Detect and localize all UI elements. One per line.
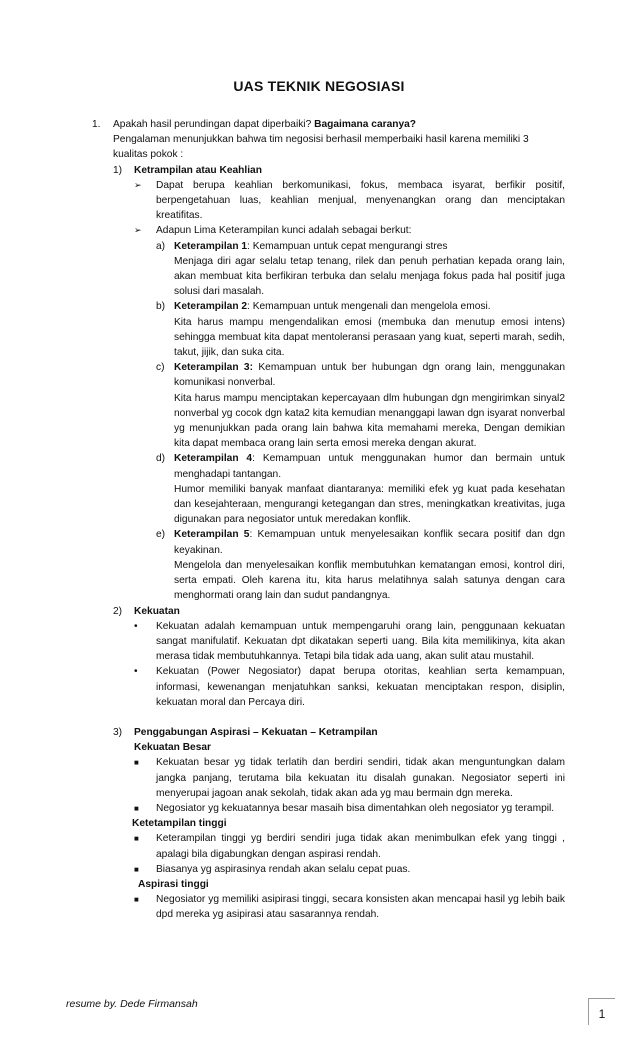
sub-heading-kekuatan-besar: Kekuatan Besar: [134, 742, 212, 754]
square-bullet-icon: ■: [134, 895, 139, 905]
skill-item-d: d) Keterampilan 4: Kemampuan untuk menggunakan humor dan bermain untuk menghadapi tantangan.: [156, 453, 566, 480]
footer-credit: resume by. Dede Firmansah: [66, 998, 198, 1010]
section-2-bullet: • Kekuatan (Power Negosiator) dapat berupa otoritas, keahlian serta kemampuan, informasi, kewenangan menjatuhkan sanksi, kekuatan menciptakan respon, disiplin, kekuatan moral dan Percaya diri.: [134, 664, 565, 710]
sub-bullet: ■ Kekuatan besar yg tidak terlatih dan berdiri sendiri, tidak akan menguntungkan dalam jangka panjang, terutama bila kekuatan itu disalah gunakan. Negosiator seperti ini menyerupai jagoan anak sekolah, tidak akan ada yg mau bermain dgn mereka.: [134, 755, 565, 801]
sub-heading-aspirasi: Aspirasi tinggi: [138, 878, 209, 890]
skill-desc-b: Kita harus mampu mengendalikan emosi (membuka dan menutup emosi intens) sehingga membuat kita dapat mentoleransi perasaan yang kuat, seperti marah, sedih, takut, jijik, dan suka cita.: [174, 316, 565, 359]
skill-desc-c: Kita harus mampu menciptakan kepercayaan dlm hubungan dgn mengirimkan sinyal2 nonverbal yg cocok dgn kata2 kita kemudian menanggapi lawan dgn isyarat nonverbal yg menunjukkan pada orang lain bahwa kita memahami mereka, Dengan demikian kita dapat membaca orang lain serta emosi mereka dengan akurat.: [174, 392, 565, 450]
document-title: UAS TEKNIK NEGOSIASI: [233, 78, 405, 94]
skill-desc-a: Menjaga diri agar selalu tetap tenang, rilek dan penuh perhatian kepada orang lain, akan membuat kita berfikiran terbuka dan selalu menjaga fokus pada hal positif juga solusi dari masalah.: [174, 255, 565, 298]
section-2-heading: Kekuatan: [134, 605, 180, 617]
question-intro: Pengalaman menunjukkan bahwa tim negosisi berhasil memperbaiki hasil karena memiliki 3 kualitas pokok :: [113, 134, 529, 161]
page-number: 1: [598, 1007, 606, 1021]
document-body: [92, 117, 565, 923]
square-bullet-icon: ■: [134, 834, 139, 844]
skill-item-a: a) Keterampilan 1: Kemampuan untuk cepat mengurangi stres: [156, 240, 448, 252]
section-1: [113, 163, 565, 604]
question-bold: Bagaimana caranya?: [314, 119, 417, 130]
square-bullet-icon: ■: [134, 864, 139, 874]
section-3-heading: Penggabungan Aspirasi – Kekuatan – Ketrampilan: [134, 726, 378, 738]
skill-desc-e: Mengelola dan menyelesaikan konflik membutuhkan kematangan emosi, kontrol diri, serta empati. Oleh karena itu, kita harus melatihnya salah satunya dengan cara menghormati orang lain dan sudut pandangnya.: [174, 559, 565, 602]
bullet-icon: •: [134, 666, 138, 678]
section-1-heading: Ketrampilan atau Keahlian: [134, 164, 262, 176]
section-2-number: 2): [113, 605, 123, 617]
sub-heading-ketetampilan: Ketetampilan tinggi: [132, 818, 227, 830]
arrow-icon: ➢: [134, 225, 142, 236]
skill-item-b: b) Keterampilan 2: Kemampuan untuk mengenali dan mengelola emosi.: [156, 301, 491, 313]
skill-item-c: c) Keterampilan 3: Kemampuan untuk ber hubungan dgn orang lain, menggunakan komunikasi nonverbal.: [156, 362, 565, 389]
arrow-icon: ➢: [134, 179, 142, 190]
question-number: 1.: [92, 119, 101, 130]
section-2-bullet: • Kekuatan adalah kemampuan untuk mempengaruhi orang lain, penggunaan kekuatan sangat manifulatif. Kekuatan dpt dikatakan seperti uang. Bila kita memilikinya, kita akan merasa tidak membutuhkannya. Tetapi bila tidak ada uang, akan sulit atau mustahil.: [134, 619, 565, 665]
sub-bullet: ■ Keterampilan tinggi yg berdiri sendiri juga tidak akan menimbulkan efek yang tinggi , apalagi bila digabungkan dengan aspirasi rendah.: [134, 831, 565, 861]
question-text: Apakah hasil perundingan dapat diperbaiki?: [113, 119, 312, 130]
sub-bullet: ■ Negosiator yg kekuatannya besar masaih bisa dimentahkan oleh negosiator yg terampil.: [134, 801, 565, 816]
section-3: [113, 725, 565, 923]
skill-desc-d: Humor memiliki banyak manfaat diantaranya: memiliki efek yg kuat pada kesehatan dan kesejahteraan, mengurangi ketegangan dan stres, meningkatkan kreativitas, juga digunakan para negosiator untuk meredakan konflik.: [174, 483, 565, 526]
sub-bullet: ■ Negosiator yg memiliki asipirasi tinggi, secara konsisten akan mencapai hasil yg lebih baik dpd mereka yg asipirasi atau sasarannya rendah.: [134, 892, 565, 922]
section-3-number: 3): [113, 726, 123, 738]
square-bullet-icon: ■: [134, 803, 139, 813]
skill-item-e: e) Keterampilan 5: Kemampuan untuk menyelesaikan konflik secara positif dan dgn keyakinan.: [156, 529, 565, 556]
question-1: [92, 117, 565, 132]
section-2: [113, 604, 565, 710]
skills-list: [156, 239, 565, 604]
sub-bullet: ■ Biasanya yg aspirasinya rendah akan selalu cepat puas.: [134, 862, 565, 877]
section-1-number: 1): [113, 164, 123, 176]
section-1-arrow-item: ➢ Dapat berupa keahlian berkomunikasi, fokus, membaca isyarat, berfikir positif, berpengetahuan luas, keahlian menjual, menyenangkan orang dan menciptakan kreatifitas.: [134, 178, 565, 224]
bullet-icon: •: [134, 620, 138, 632]
section-1-arrow-item: ➢ Adapun Lima Keterampilan kunci adalah sebagai berkut:: [134, 223, 565, 238]
square-bullet-icon: ■: [134, 758, 139, 768]
